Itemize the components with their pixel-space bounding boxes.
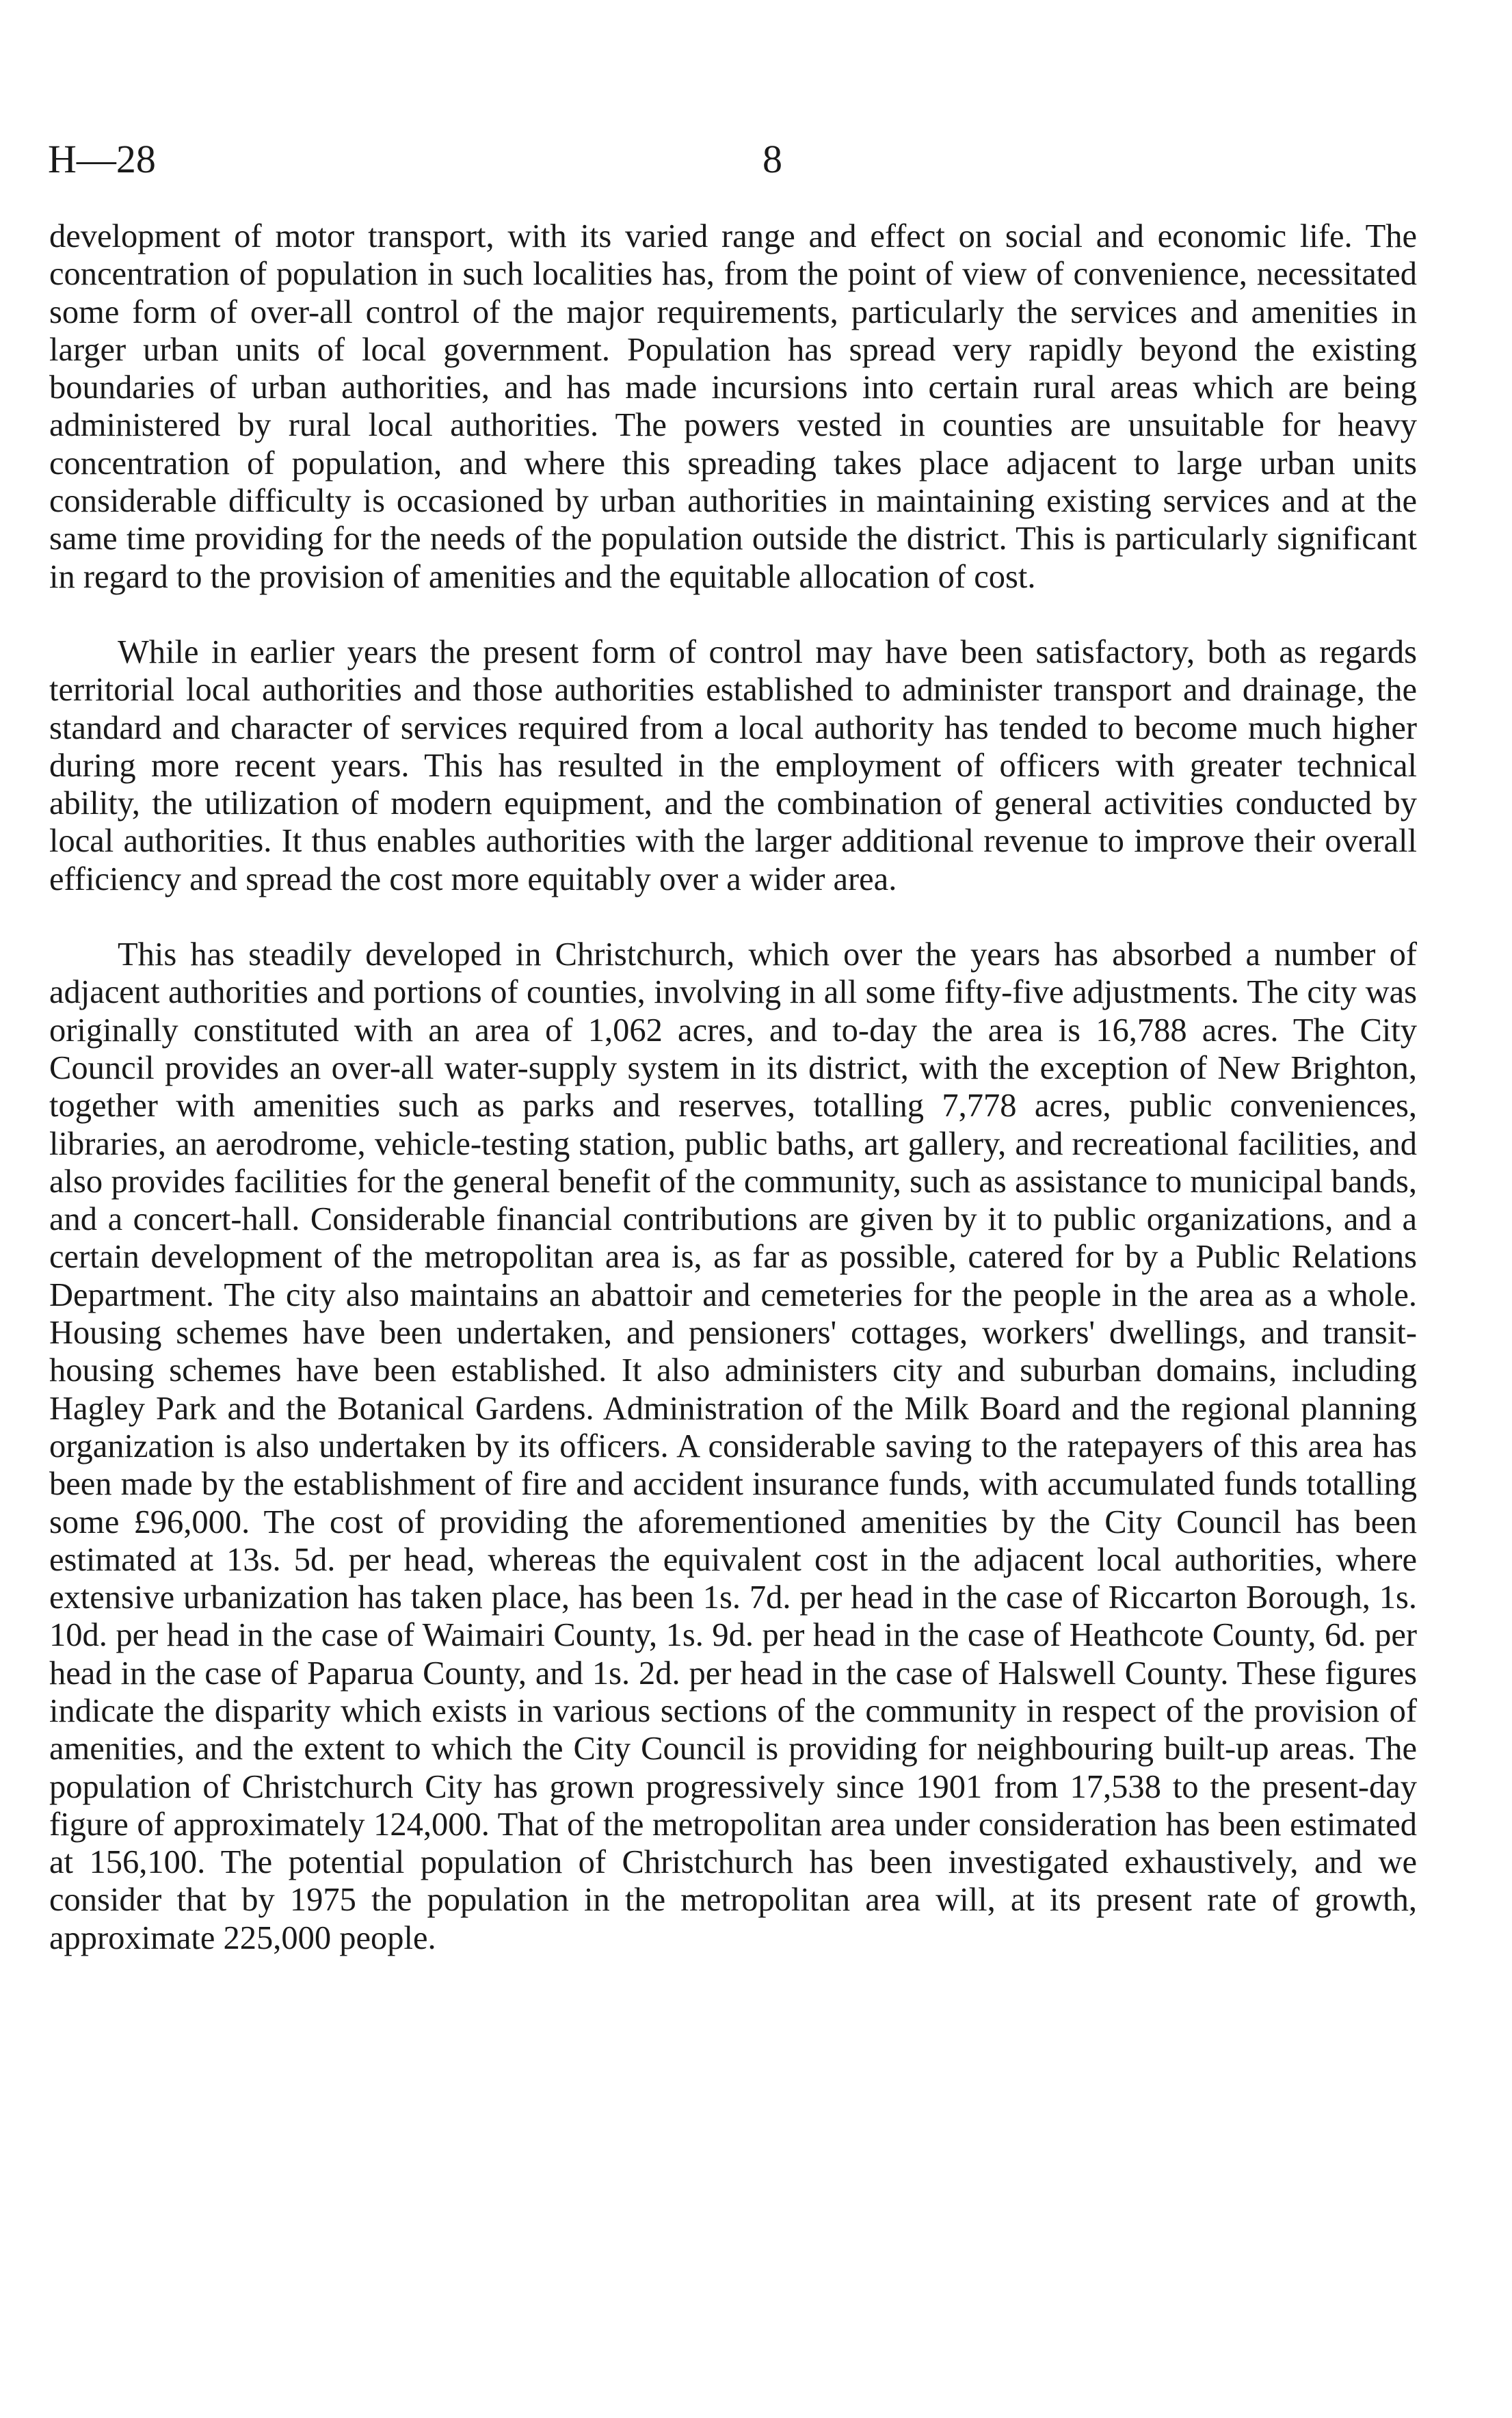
document-number: H—28	[48, 137, 156, 181]
paragraph-continuation: development of motor transport, with its varied range and effect on social and economic life. The concentration of population in such localities has, from the point of view of convenience, necessitated some form of over-all control of the major requirements, particularly the services and amenities in larger urban units of local government. Population has spread very rapidly beyond the existing boundaries of urban authorities, and has made incursions into certain rural areas which are being administered by rural local authorities. The powers vested in counties are unsuitable for heavy concentration of population, and where this spreading takes place adjacent to large urban units considerable difficulty is occasioned by urban authorities in maintaining existing services and at the same time providing for the needs of the population outside the district. This is particularly significant in regard to the provision of amenities and the equitable allocation of cost.	[49, 218, 1417, 595]
page-number: 8	[762, 137, 782, 181]
paragraph-control-standards: While in earlier years the present form of control may have been satisfactory, both as regards territorial local authorities and those authorities established to administer transport and drainage, the standard and character of services required from a local authority has tended to become much higher during more recent years. This has resulted in the employment of officers with greater technical ability, the utilization of modern equipment, and the combination of general activities conducted by local authorities. It thus enables authorities with the larger additional revenue to improve their overall efficiency and spread the cost more equitably over a wider area.	[49, 633, 1417, 897]
page-header	[48, 135, 1470, 183]
paragraph-christchurch-development: This has steadily developed in Christchurch, which over the years has absorbed a number of adjacent authorities and portions of counties, involving in all some fifty-five adjustments. The city was originally constituted with an area of 1,062 acres, and to-day the area is 16,788 acres. The City Council provides an over-all water-supply system in its district, with the exception of New Brighton, together with amenities such as parks and reserves, totalling 7,778 acres, public conveniences, libraries, an aerodrome, vehicle-testing station, public baths, art gallery, and recreational facilities, and also provides facilities for the general benefit of the community, such as assistance to municipal bands, and a concert-hall. Considerable financial contributions are given by it to public organizations, and a certain development of the metropolitan area is, as far as possible, catered for by a Public Relations Department. The city also maintains an abattoir and cemeteries for the people in the area as a whole. Housing schemes have been undertaken, and pensioners' cottages, workers' dwellings, and transit-housing schemes have been established. It also administers city and suburban domains, including Hagley Park and the Botanical Gardens. Administration of the Milk Board and the regional planning organization is also undertaken by its officers. A considerable saving to the ratepayers of this area has been made by the establishment of fire and accident insurance funds, with accumulated funds totalling some £96,000. The cost of providing the aforementioned amenities by the City Council has been estimated at 13s. 5d. per head, whereas the equivalent cost in the adjacent local authorities, where extensive urbanization has taken place, has been 1s. 7d. per head in the case of Riccarton Borough, 1s. 10d. per head in the case of Waimairi County, 1s. 9d. per head in the case of Heathcote County, 6d. per head in the case of Paparua County, and 1s. 2d. per head in the case of Halswell County. These figures indicate the disparity which exists in various sections of the community in respect of the provision of amenities, and the extent to which the City Council is providing for neighbouring built-up areas. The population of Christchurch City has grown progressively since 1901 from 17,538 to the present-day figure of approximately 124,000. That of the metropolitan area under consideration has been estimated at 156,100. The potential population of Christchurch has been investigated exhaustively, and we consider that by 1975 the population in the metropolitan area will, at its present rate of growth, approximate 225,000 people.	[49, 936, 1417, 1956]
body-text	[49, 218, 1417, 1995]
